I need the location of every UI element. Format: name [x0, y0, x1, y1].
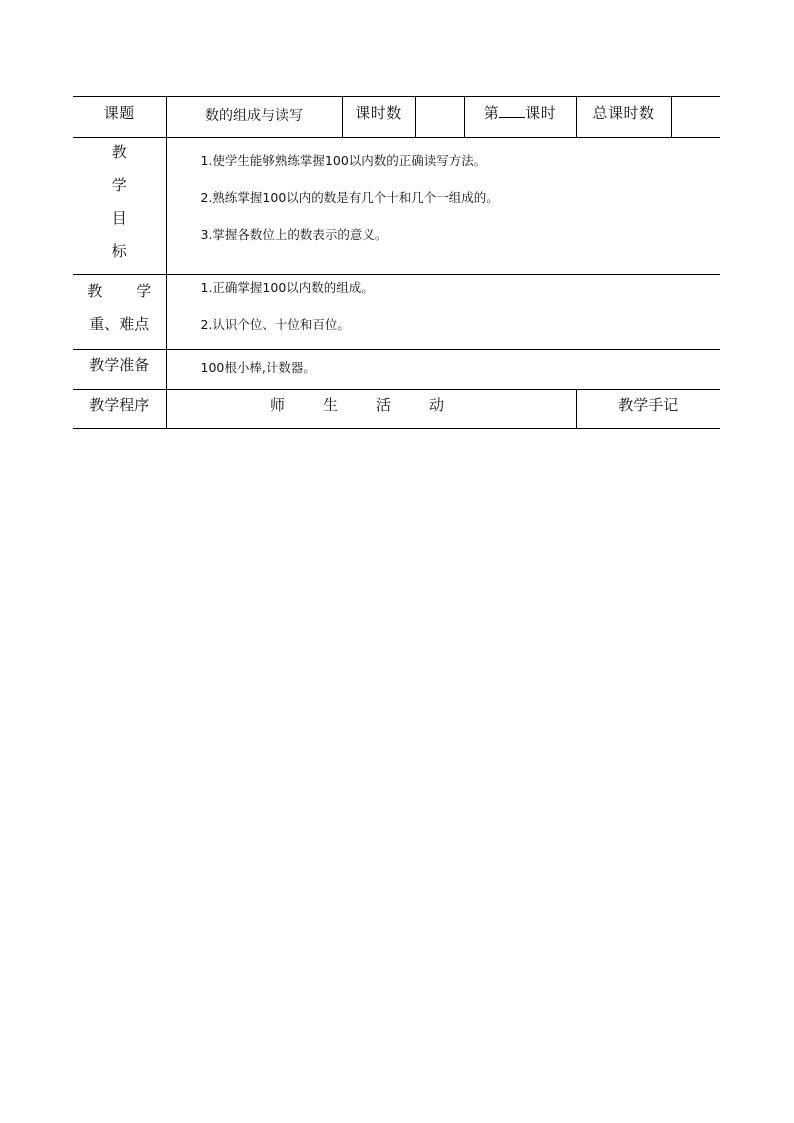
total-lessons-label-cell: [576, 97, 671, 138]
key-points-row: [73, 275, 720, 350]
objectives-label-char-2: 学: [111, 176, 127, 194]
lesson-number-blank: [499, 103, 525, 118]
notes-header-cell: [576, 390, 720, 429]
key-points-list: [167, 275, 721, 340]
total-lessons-value-cell: [671, 97, 720, 138]
objectives-content-cell: [166, 138, 720, 275]
lesson-number-suffix: 课时: [525, 104, 557, 122]
activities-header-cell: [166, 390, 576, 429]
lesson-count-value-cell: [415, 97, 464, 138]
topic-value: 数的组成与读写: [205, 108, 303, 124]
topic-value-cell: [166, 97, 342, 138]
lesson-number-cell: [464, 97, 576, 138]
preparation-value: 100根小棒,计数器。: [200, 360, 316, 375]
notes-header: 教学手记: [618, 396, 679, 414]
objectives-label-cell: [73, 138, 166, 275]
header-row: [73, 97, 720, 138]
key-points-label-cell: [73, 275, 166, 350]
key-points-label-line-2: 重、难点: [89, 315, 150, 333]
activities-header-char-2: 生: [322, 396, 338, 414]
objectives-list: [167, 138, 721, 263]
objective-item: 3.掌握各数位上的数表示的意义。: [200, 227, 388, 242]
key-points-label: [73, 275, 166, 338]
procedure-header-row: [73, 390, 720, 429]
total-lessons-label: 总课时数: [592, 104, 655, 122]
topic-label-cell: [73, 97, 166, 138]
key-points-label-char-2: 学: [136, 282, 152, 300]
activities-header: [167, 390, 576, 415]
key-point-item: 1.正确掌握100以内数的组成。: [200, 280, 374, 295]
key-points-label-line-1: [73, 281, 166, 314]
objective-item: 2.熟练掌握100以内的数是有几个十和几个一组成的。: [200, 190, 499, 205]
activities-header-char-4: 动: [429, 396, 445, 414]
lesson-number-prefix: 第: [483, 104, 500, 122]
lesson-number: [465, 97, 576, 123]
objective-item: 1.使学生能够熟练掌握100以内数的正确读写方法。: [200, 153, 487, 168]
activities-header-char-3: 活: [376, 396, 392, 414]
topic-label: 课题: [103, 104, 135, 122]
preparation-content-cell: [166, 350, 720, 390]
objectives-row: [73, 138, 720, 275]
lesson-count-label-cell: [342, 97, 415, 138]
activities-header-char-1: 师: [269, 396, 285, 414]
preparation-row: [73, 350, 720, 390]
lesson-count-label: 课时数: [355, 104, 402, 122]
preparation-label-cell: [73, 350, 166, 390]
key-points-label-char-1: 教: [87, 282, 137, 300]
objectives-label-char-4: 标: [111, 242, 127, 260]
objectives-label-char-3: 目: [111, 209, 127, 227]
preparation-label: 教学准备: [89, 356, 150, 374]
objectives-label: [73, 138, 166, 274]
objectives-label-char-1: 教: [111, 143, 127, 161]
key-points-content-cell: [166, 275, 720, 350]
procedure-label: 教学程序: [89, 396, 150, 414]
lesson-plan-table: [73, 96, 720, 429]
procedure-label-cell: [73, 390, 166, 429]
key-point-item: 2.认识个位、十位和百位。: [200, 317, 350, 332]
